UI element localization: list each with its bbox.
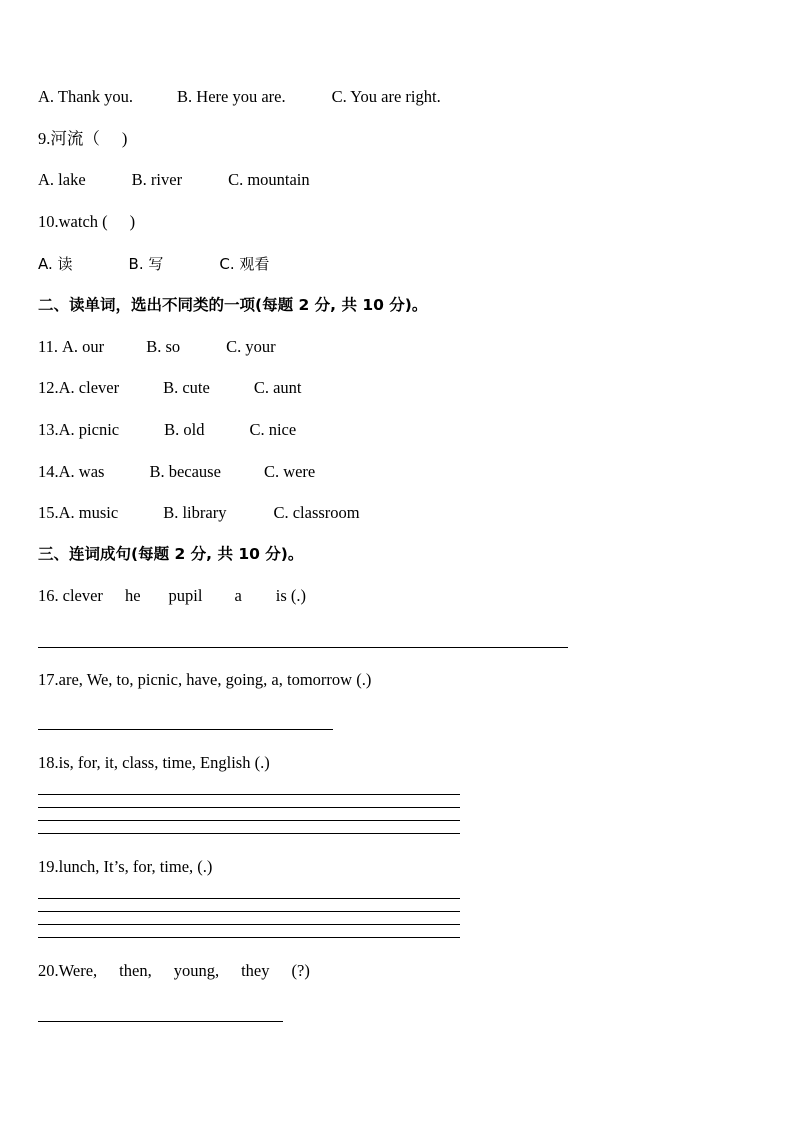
q13 [38,420,296,440]
q10-stem [38,212,135,232]
q13-number: 13. [38,420,59,439]
q13-option-c: C. nice [249,420,297,439]
q15-number: 15. [38,503,59,522]
q11-number: 11. [38,337,59,356]
q10-options [38,254,269,274]
q20-word-4: they [241,961,270,980]
q16-word-1: clever [62,586,103,605]
section3-title: 三、连词成句(每题 2 分, 共 10 分)。 [38,545,304,563]
q20-word-2: then, [119,961,152,980]
q18-answer-line-4[interactable] [38,833,460,834]
q16 [38,586,306,606]
q9-option-c: C. mountain [228,170,310,189]
q10-option-c: C. 观看 [219,255,270,273]
q18-answer-line-2[interactable] [38,807,460,808]
q13-option-b: B. old [164,420,205,439]
q14-option-c: C. were [263,462,316,481]
q10-close: ) [129,212,136,231]
q12-option-c: C. aunt [253,378,302,397]
q9-close: ) [121,129,128,148]
q14-option-a: A. was [58,462,105,481]
q19: 19.lunch, It’s, for, time, (.) [38,857,213,876]
q11 [38,337,276,357]
q19-answer-line-3[interactable] [38,924,460,925]
q9-option-b: B. river [131,170,183,189]
q18: 18.is, for, it, class, time, English (.) [38,753,270,772]
q20-word-1: Were, [58,961,98,980]
q13-option-a: A. picnic [58,420,120,439]
q20-number: 20. [38,961,59,980]
q14-option-b: B. because [149,462,221,481]
q11-option-a: A. our [62,337,105,356]
q9-stem [38,129,127,149]
q12-number: 12. [38,378,59,397]
q18-answer-line-3[interactable] [38,820,460,821]
q12 [38,378,302,398]
q19-answer-line-2[interactable] [38,911,460,912]
q20 [38,961,310,981]
q20-answer-line[interactable] [38,1021,283,1022]
q11-option-c: C. your [226,337,276,356]
q19-answer-line-4[interactable] [38,937,460,938]
q15-option-a: A. music [58,503,119,522]
q10-option-b: B. 写 [128,255,164,273]
q16-number: 16. [38,586,59,605]
q9-stem-text: 9.河流（ [38,129,100,148]
q18-answer-line-1[interactable] [38,794,460,795]
q16-word-2: he [124,586,141,605]
q16-answer-line[interactable] [38,647,568,648]
q8-option-c: C. You are right. [331,87,441,106]
q19-answer-line-1[interactable] [38,898,460,899]
q9-options [38,170,310,190]
q20-word-5: (?) [291,961,310,980]
q16-word-5: is (.) [275,586,307,605]
q10-stem-text: 10.watch ( [38,212,108,231]
q8-options [38,87,441,107]
q15 [38,503,360,523]
q10-option-a: A. 读 [38,255,73,273]
q14 [38,462,315,482]
q17: 17.are, We, to, picnic, have, going, a, tomorrow (.) [38,670,372,689]
q17-answer-line[interactable] [38,729,333,730]
q15-option-b: B. library [163,503,227,522]
q20-word-3: young, [173,961,220,980]
q11-option-b: B. so [146,337,181,356]
q16-word-4: a [234,586,242,605]
q9-option-a: A. lake [38,170,86,189]
q12-option-a: A. clever [58,378,120,397]
q16-word-3: pupil [168,586,203,605]
q8-option-b: B. Here you are. [177,87,286,106]
q8-option-a: A. Thank you. [38,87,134,106]
q15-option-c: C. classroom [273,503,360,522]
q14-number: 14. [38,462,59,481]
q12-option-b: B. cute [163,378,210,397]
section2-title: 二、读单词，选出不同类的一项(每题 2 分, 共 10 分)。 [38,296,428,314]
